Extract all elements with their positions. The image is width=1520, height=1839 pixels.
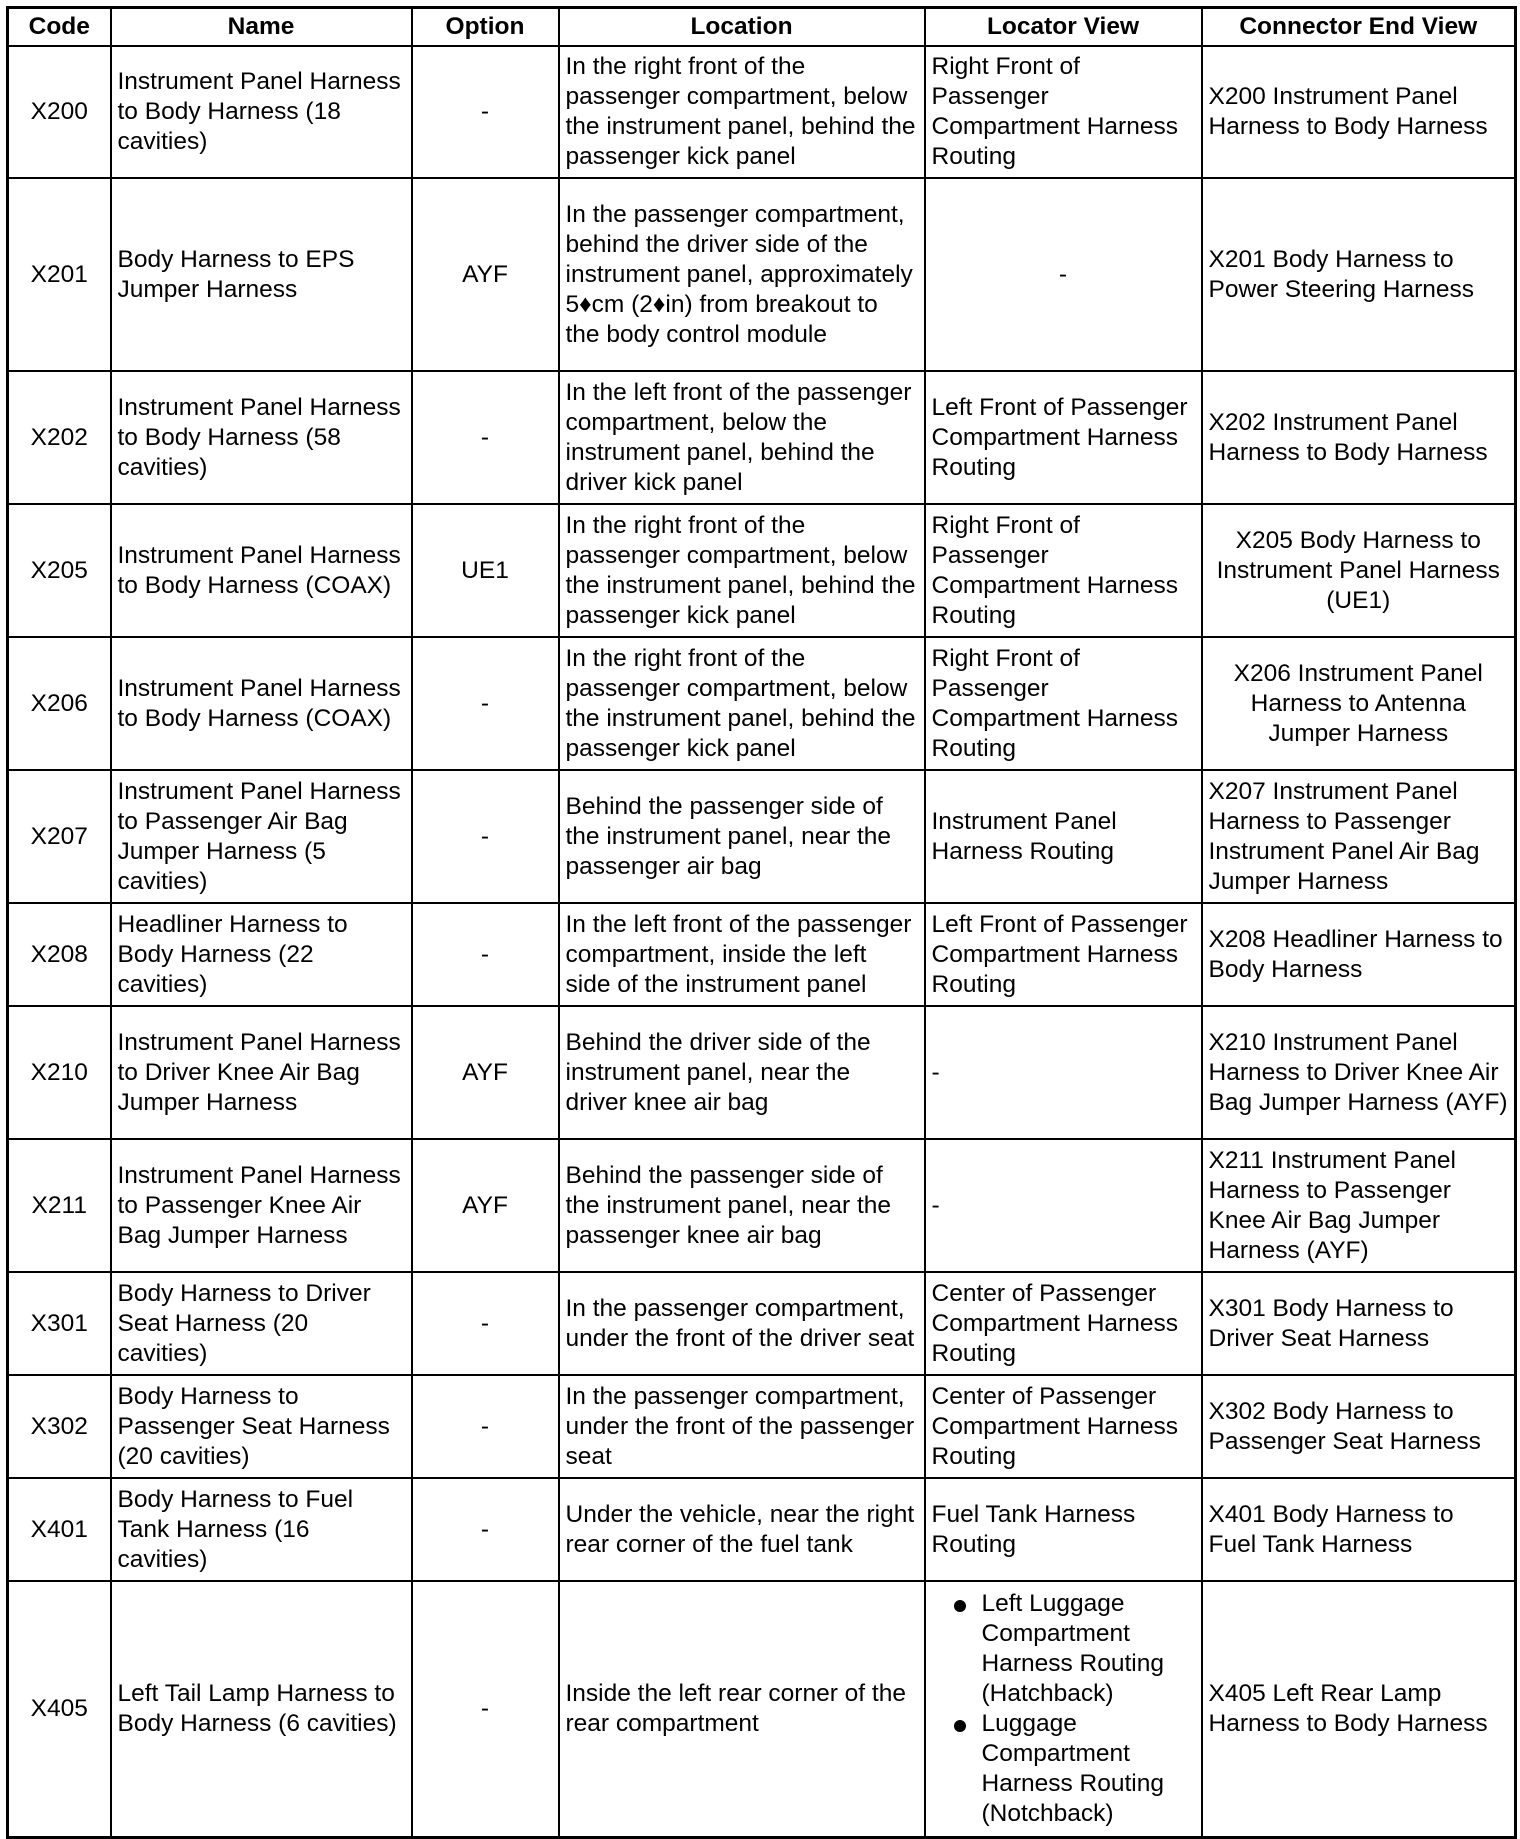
cell-locator-view: -	[925, 1006, 1202, 1139]
cell-name: Body Harness to Passenger Seat Harness (20 cavities)	[111, 1375, 412, 1478]
cell-option: -	[412, 770, 559, 903]
cell-name: Instrument Panel Harness to Driver Knee Air Bag Jumper Harness	[111, 1006, 412, 1139]
header-locator-view: Locator View	[925, 8, 1202, 47]
table-row	[8, 1478, 1516, 1581]
cell-code: X405	[8, 1581, 111, 1837]
cell-name: Instrument Panel Harness to Body Harness (58 cavities)	[111, 371, 412, 504]
cell-name: Instrument Panel Harness to Body Harness (COAX)	[111, 504, 412, 637]
cell-locator-view: Right Front of Passenger Compartment Harness Routing	[925, 46, 1202, 178]
header-location: Location	[559, 8, 925, 47]
cell-name: Body Harness to Fuel Tank Harness (16 cavities)	[111, 1478, 412, 1581]
cell-code: X205	[8, 504, 111, 637]
cell-code: X210	[8, 1006, 111, 1139]
cell-locator-view: -	[925, 1139, 1202, 1272]
header-code: Code	[8, 8, 111, 47]
cell-name: Left Tail Lamp Harness to Body Harness (6 cavities)	[111, 1581, 412, 1837]
cell-locator-view: Left Front of Passenger Compartment Harness Routing	[925, 371, 1202, 504]
cell-locator-view: -	[925, 178, 1202, 371]
cell-option: -	[412, 1478, 559, 1581]
cell-option: -	[412, 46, 559, 178]
cell-name: Body Harness to Driver Seat Harness (20 cavities)	[111, 1272, 412, 1375]
cell-locator-view	[925, 1581, 1202, 1837]
cell-name: Instrument Panel Harness to Body Harness (COAX)	[111, 637, 412, 770]
table-row	[8, 178, 1516, 371]
cell-location: Under the vehicle, near the right rear corner of the fuel tank	[559, 1478, 925, 1581]
list-item-text: Luggage Compartment Harness Routing (Notchback)	[981, 1709, 1164, 1827]
cell-code: X200	[8, 46, 111, 178]
cell-location: Behind the driver side of the instrument panel, near the driver knee air bag	[559, 1006, 925, 1139]
cell-location: Inside the left rear corner of the rear compartment	[559, 1581, 925, 1837]
table-row	[8, 1375, 1516, 1478]
cell-location: In the passenger compartment, behind the driver side of the instrument panel, approximately 5♦cm (2♦in) from breakout to the body control module	[559, 178, 925, 371]
cell-connector-end-view: X210 Instrument Panel Harness to Driver Knee Air Bag Jumper Harness (AYF)	[1202, 1006, 1516, 1139]
cell-code: X202	[8, 371, 111, 504]
cell-location: In the passenger compartment, under the front of the passenger seat	[559, 1375, 925, 1478]
cell-code: X211	[8, 1139, 111, 1272]
cell-locator-view: Right Front of Passenger Compartment Harness Routing	[925, 504, 1202, 637]
cell-location: In the left front of the passenger compartment, below the instrument panel, behind the driver kick panel	[559, 371, 925, 504]
cell-location: In the right front of the passenger compartment, below the instrument panel, behind the passenger kick panel	[559, 504, 925, 637]
cell-location: In the right front of the passenger compartment, below the instrument panel, behind the passenger kick panel	[559, 46, 925, 178]
table-row	[8, 1581, 1516, 1837]
table-row	[8, 1006, 1516, 1139]
cell-locator-view: Fuel Tank Harness Routing	[925, 1478, 1202, 1581]
cell-location: In the passenger compartment, under the front of the driver seat	[559, 1272, 925, 1375]
table-row	[8, 504, 1516, 637]
table-row	[8, 371, 1516, 504]
locator-view-list	[932, 1589, 1195, 1829]
cell-connector-end-view: X206 Instrument Panel Harness to Antenna Jumper Harness	[1202, 637, 1516, 770]
cell-connector-end-view: X208 Headliner Harness to Body Harness	[1202, 903, 1516, 1006]
cell-name: Instrument Panel Harness to Passenger Knee Air Bag Jumper Harness	[111, 1139, 412, 1272]
cell-connector-end-view: X205 Body Harness to Instrument Panel Harness (UE1)	[1202, 504, 1516, 637]
cell-locator-view: Center of Passenger Compartment Harness Routing	[925, 1375, 1202, 1478]
cell-connector-end-view: X302 Body Harness to Passenger Seat Harness	[1202, 1375, 1516, 1478]
cell-code: X207	[8, 770, 111, 903]
cell-connector-end-view: X301 Body Harness to Driver Seat Harness	[1202, 1272, 1516, 1375]
cell-location: In the left front of the passenger compartment, inside the left side of the instrument panel	[559, 903, 925, 1006]
list-item-text: Left Luggage Compartment Harness Routing (Hatchback)	[981, 1589, 1164, 1707]
table-row	[8, 1139, 1516, 1272]
cell-name: Headliner Harness to Body Harness (22 cavities)	[111, 903, 412, 1006]
cell-code: X301	[8, 1272, 111, 1375]
cell-locator-view: Left Front of Passenger Compartment Harness Routing	[925, 903, 1202, 1006]
cell-option: -	[412, 637, 559, 770]
table-row	[8, 46, 1516, 178]
cell-location: Behind the passenger side of the instrument panel, near the passenger air bag	[559, 770, 925, 903]
header-connector-end-view: Connector End View	[1202, 8, 1516, 47]
cell-name: Body Harness to EPS Jumper Harness	[111, 178, 412, 371]
cell-connector-end-view: X401 Body Harness to Fuel Tank Harness	[1202, 1478, 1516, 1581]
cell-option: -	[412, 1272, 559, 1375]
table-row	[8, 1272, 1516, 1375]
cell-locator-view: Instrument Panel Harness Routing	[925, 770, 1202, 903]
table-row	[8, 637, 1516, 770]
cell-name: Instrument Panel Harness to Passenger Air Bag Jumper Harness (5 cavities)	[111, 770, 412, 903]
header-row	[8, 8, 1516, 47]
connector-table	[6, 6, 1517, 1839]
table-row	[8, 903, 1516, 1006]
cell-location: In the right front of the passenger compartment, below the instrument panel, behind the passenger kick panel	[559, 637, 925, 770]
list-item	[946, 1589, 1195, 1709]
cell-option: -	[412, 1375, 559, 1478]
cell-connector-end-view: X405 Left Rear Lamp Harness to Body Harness	[1202, 1581, 1516, 1837]
bullet-icon	[954, 1600, 966, 1612]
cell-option: UE1	[412, 504, 559, 637]
cell-code: X302	[8, 1375, 111, 1478]
cell-locator-view: Right Front of Passenger Compartment Harness Routing	[925, 637, 1202, 770]
cell-code: X201	[8, 178, 111, 371]
list-item	[946, 1709, 1195, 1829]
cell-name: Instrument Panel Harness to Body Harness (18 cavities)	[111, 46, 412, 178]
cell-code: X208	[8, 903, 111, 1006]
cell-connector-end-view: X202 Instrument Panel Harness to Body Harness	[1202, 371, 1516, 504]
cell-connector-end-view: X211 Instrument Panel Harness to Passenger Knee Air Bag Jumper Harness (AYF)	[1202, 1139, 1516, 1272]
cell-option: AYF	[412, 1006, 559, 1139]
header-option: Option	[412, 8, 559, 47]
cell-location: Behind the passenger side of the instrument panel, near the passenger knee air bag	[559, 1139, 925, 1272]
cell-option: -	[412, 1581, 559, 1837]
cell-option: -	[412, 371, 559, 504]
cell-connector-end-view: X207 Instrument Panel Harness to Passenger Instrument Panel Air Bag Jumper Harness	[1202, 770, 1516, 903]
cell-connector-end-view: X200 Instrument Panel Harness to Body Harness	[1202, 46, 1516, 178]
cell-code: X401	[8, 1478, 111, 1581]
connector-table-document	[6, 6, 1514, 1839]
cell-option: AYF	[412, 1139, 559, 1272]
table-row	[8, 770, 1516, 903]
cell-code: X206	[8, 637, 111, 770]
cell-locator-view: Center of Passenger Compartment Harness Routing	[925, 1272, 1202, 1375]
cell-option: AYF	[412, 178, 559, 371]
cell-option: -	[412, 903, 559, 1006]
cell-connector-end-view: X201 Body Harness to Power Steering Harness	[1202, 178, 1516, 371]
bullet-icon	[954, 1720, 966, 1732]
header-name: Name	[111, 8, 412, 47]
